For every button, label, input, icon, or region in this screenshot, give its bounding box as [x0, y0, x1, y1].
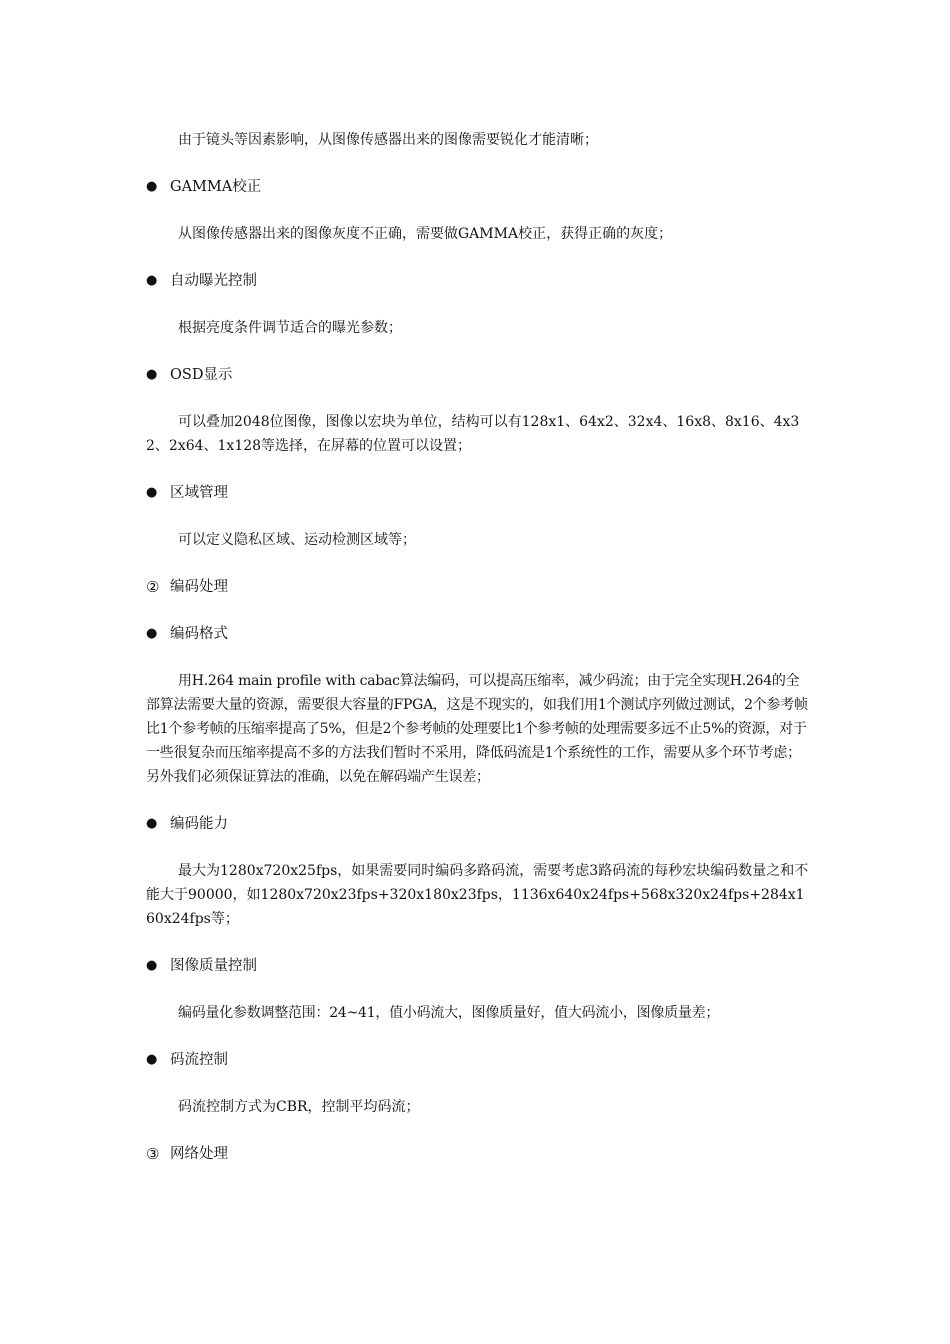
heading-label: 编码能力	[170, 816, 228, 832]
paragraph-encoding-capability: 最大为1280x720x25fps，如果需要同时编码多路码流，需要考虑3路码流的每秒宏块编码数量之和不能大于90000，如1280x720x23fps+320x180x23fps，1136x640x24fps+568x320x24fps+284x160x24fps等；	[146, 863, 809, 927]
paragraph-region-management: 可以定义隐私区域、运动检测区域等；	[178, 532, 416, 548]
heading-region-management	[146, 481, 811, 505]
heading-network-processing	[146, 1142, 811, 1166]
heading-encoding-capability	[146, 812, 811, 836]
heading-label: 编码处理	[170, 579, 228, 595]
bullet-icon: ●	[146, 367, 158, 382]
heading-encoding-processing	[146, 575, 811, 599]
document-body	[146, 128, 811, 1189]
heading-gamma	[146, 175, 811, 199]
heading-label: 网络处理	[170, 1146, 228, 1162]
paragraph-sharpening: 由于镜头等因素影响，从图像传感器出来的图像需要锐化才能清晰；	[178, 132, 598, 148]
circled-number-icon: ②	[146, 578, 160, 596]
paragraph-osd: 可以叠加2048位图像，图像以宏块为单位，结构可以有128x1、64x2、32x4、16x8、8x16、4x32、2x64、1x128等选择，在屏幕的位置可以设置；	[146, 414, 800, 454]
heading-osd	[146, 363, 811, 387]
paragraph-auto-exposure: 根据亮度条件调节适合的曝光参数；	[178, 320, 402, 336]
heading-label: 图像质量控制	[170, 958, 257, 974]
bullet-icon: ●	[146, 273, 158, 288]
heading-label: OSD显示	[170, 367, 233, 383]
heading-label: 区域管理	[170, 485, 228, 501]
heading-auto-exposure	[146, 269, 811, 293]
bullet-icon: ●	[146, 816, 158, 831]
paragraph-encoding-format: 用H.264 main profile with cabac算法编码，可以提高压缩率，减少码流；由于完全实现H.264的全部算法需要大量的资源，需要很大容量的FPGA，这是不现实的，如我们用1个测试序列做过测试，2个参考帧比1个参考帧的压缩率提高了5%，但是2个参考帧的处理要比1个参考帧的处理需要多远不止5%的资源，对于一些很复杂而压缩率提高不多的方法我们暂时不采用，降低码流是1个系统性的工作，需要从多个环节考虑；另外我们必须保证算法的准确，以免在解码端产生误差；	[146, 673, 808, 785]
bullet-icon: ●	[146, 1052, 158, 1067]
bullet-icon: ●	[146, 958, 158, 973]
circled-number-icon: ③	[146, 1145, 160, 1163]
bullet-icon: ●	[146, 626, 158, 641]
bullet-icon: ●	[146, 485, 158, 500]
heading-label: 码流控制	[170, 1052, 228, 1068]
heading-bitrate-control	[146, 1048, 811, 1072]
heading-label: 自动曝光控制	[170, 273, 257, 289]
bullet-icon: ●	[146, 179, 158, 194]
heading-encoding-format	[146, 622, 811, 646]
paragraph-bitrate-control: 码流控制方式为CBR，控制平均码流；	[178, 1099, 420, 1115]
paragraph-image-quality-control: 编码量化参数调整范围：24~41，值小码流大，图像质量好，值大码流小，图像质量差；	[178, 1005, 720, 1021]
heading-image-quality-control	[146, 954, 811, 978]
paragraph-gamma: 从图像传感器出来的图像灰度不正确，需要做GAMMA校正，获得正确的灰度；	[178, 226, 673, 242]
heading-label: GAMMA校正	[170, 179, 262, 195]
heading-label: 编码格式	[170, 626, 228, 642]
